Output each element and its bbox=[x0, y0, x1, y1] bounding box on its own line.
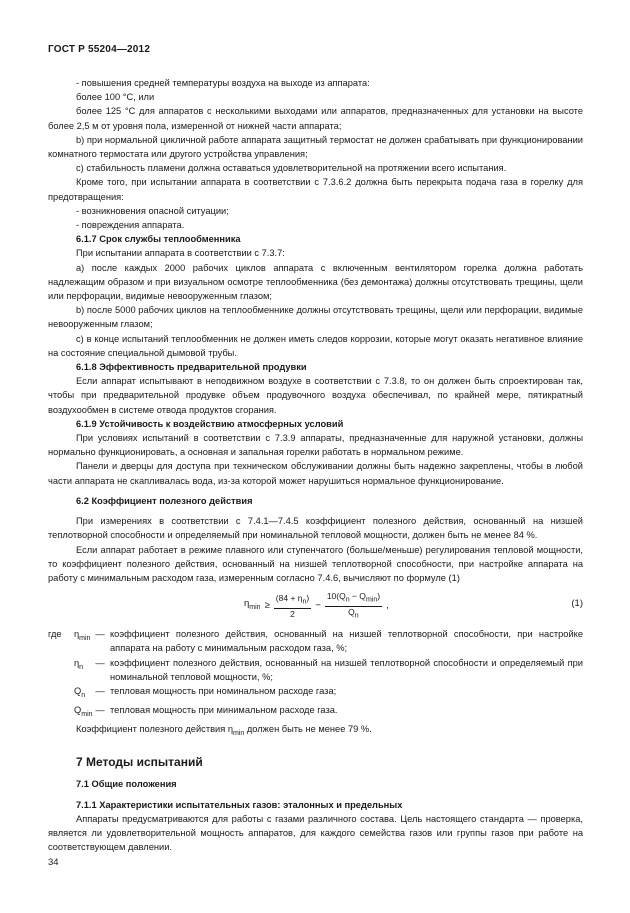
paragraph: Если аппарат испытывают в неподвижном воздухе в соответствии с 7.3.8, то он должен быть спроектирован так, чтобы при предварительной продувке объем продувочного воздуха обеспечивал, по крайней мере, пятикратный воздухообмен в системе отвода продуктов сгорания. bbox=[48, 376, 583, 415]
section-heading-7: 7 Методы испытаний bbox=[76, 755, 203, 770]
paragraph: - повреждения аппарата. bbox=[76, 220, 185, 231]
legend-text: тепловая мощность при минимальном расходе газа. bbox=[110, 704, 338, 715]
paragraph: Если аппарат работает в режиме плавного или ступенчатого (больше/меньше) регулирования тепловой мощности, то коэффициент полезного действия, основанный на низшей теплотворной способности, при настройке аппарата на работу с минимальным расходом газа, измеренным согласно 7.4.6, вычисляют по формуле (1) bbox=[48, 544, 583, 583]
standard-header: ГОСТ Р 55204—2012 bbox=[48, 44, 151, 55]
formula-ge: ≥ bbox=[264, 600, 270, 612]
section-heading-6-2: 6.2 Коэффициент полезного действия bbox=[76, 495, 253, 506]
formula-tail: , bbox=[386, 600, 389, 612]
section-heading-7-1-1: 7.1.1 Характеристики испытательных газов: эталонных и предельных bbox=[76, 799, 403, 810]
legend-where: где bbox=[48, 629, 62, 640]
paragraph: c) в конце испытаний теплообменник не должен иметь следов коррозии, которые могут оказать негативное влияние на состояние специальной дымовой трубы. bbox=[48, 333, 583, 358]
paragraph: Панели и дверцы для доступа при техническом обслуживании должны быть надежно закреплены, чтобы в любой части аппарата не скапливалась вода, из-за которой может нарушиться нормальное функционирование. bbox=[48, 461, 583, 486]
document-body bbox=[48, 76, 583, 854]
formula-minus: − bbox=[315, 600, 321, 612]
formula-1 bbox=[48, 587, 583, 623]
paragraph: Аппараты предусматриваются для работы с газами различного состава. Цель настоящего стандарта — проверка, является ли удовлетворительной мощность аппаратов, для каждого семейства газов или группы газов при работе на соответствующем давлении. bbox=[48, 813, 583, 853]
paragraph: c) стабильность пламени должна оставаться удовлетворительной на протяжении всего испытания. bbox=[76, 163, 507, 174]
paragraph: более 100 °С, или bbox=[76, 92, 155, 103]
paragraph: более 125 °С для аппаратов с несколькими выходами или аппаратов, предназначенных для установки на высоте более 2,5 м от уровня пола, измеренной от нижней части аппарата; bbox=[48, 106, 583, 131]
legend-dash: — bbox=[95, 657, 105, 668]
formula-expression bbox=[244, 591, 389, 621]
legend-dash: — bbox=[95, 685, 105, 696]
formula-lhs: $\eta_{min}$ bbox=[244, 598, 261, 612]
legend-dash: — bbox=[95, 704, 105, 715]
legend-symbol: $Q_{min}$ bbox=[74, 704, 93, 718]
legend-symbol: $Q_n$ bbox=[74, 685, 86, 699]
legend-symbol: $\eta_n$ bbox=[74, 657, 84, 671]
section-heading-6-1-8: 6.1.8 Эффективность предварительной продувки bbox=[76, 362, 307, 373]
paragraph: При условиях испытаний в соответствии с 7.3.9 аппараты, предназначенные для наружной установки, должны нормально функционировать, а основная и запальная горелки работать в нормальном режиме. bbox=[48, 433, 583, 458]
formula-fraction-2: $\frac{10(Q_n - Q_{min})}{Q_n}$ bbox=[326, 591, 381, 620]
paragraph: - повышения средней температуры воздуха на выходе из аппарата: bbox=[76, 78, 370, 88]
section-heading-7-1: 7.1 Общие положения bbox=[76, 779, 177, 790]
paragraph: b) после 5000 рабочих циклов на теплообменнике должны отсутствовать трещины, щели или перфорации, видимые невооруженным глазом; bbox=[48, 305, 583, 330]
paragraph: При испытании аппарата в соответствии с 7.3.7: bbox=[76, 248, 285, 259]
paragraph: - возникновения опасной ситуации; bbox=[76, 205, 229, 216]
paragraph: Кроме того, при испытании аппарата в соответствии с 7.3.6.2 должна быть перекрыта подача газа в горелку для предотвращения: bbox=[48, 177, 583, 202]
section-heading-6-1-7: 6.1.7 Срок службы теплообменника bbox=[76, 234, 241, 245]
legend-text: тепловая мощность при номинальном расходе газа; bbox=[110, 685, 337, 696]
section-heading-6-1-9: 6.1.9 Устойчивость к воздействию атмосферных условий bbox=[76, 418, 344, 429]
formula-legend bbox=[48, 627, 583, 722]
legend-text: коэффициент полезного действия, основанный на низшей теплотворной способности, при настройке аппарата на работу с минимальным расходом газа, %; bbox=[110, 629, 583, 654]
page-number: 34 bbox=[48, 857, 59, 868]
efficiency-requirement: Коэффициент полезного действия $\eta_{min}$ должен быть не менее 79 %. bbox=[76, 724, 372, 737]
paragraph: a) после каждых 2000 рабочих циклов аппарата с включенным вентилятором горелка должна работать надлежащим образом и при визуальном осмотре теплообменника (без демонтажа) должны отсутствовать трещины, щели или перфорации, видимые невооруженным глазом; bbox=[48, 262, 583, 302]
legend-symbol: $\eta_{min}$ bbox=[74, 629, 91, 642]
formula-number: (1) bbox=[571, 598, 583, 610]
paragraph: b) при нормальной цикличной работе аппарата защитный термостат не должен срабатывать при функционировании комнатного термостата или другого устройства управления; bbox=[48, 134, 583, 160]
legend-text: коэффициент полезного действия, основанный на низшей теплотворной способности и определяемый при номинальной тепловой мощности, %; bbox=[110, 657, 583, 682]
legend-dash: — bbox=[95, 629, 105, 640]
paragraph: При измерениях в соответствии с 7.4.1—7.4.5 коэффициент полезного действия, основанный на низшей теплотворной способности и определяемый при номинальной тепловой мощности, должен быть не менее 84 %. bbox=[48, 516, 583, 541]
formula-fraction-1: $\frac{(84 + \eta_n)}{2}$ bbox=[275, 592, 310, 619]
